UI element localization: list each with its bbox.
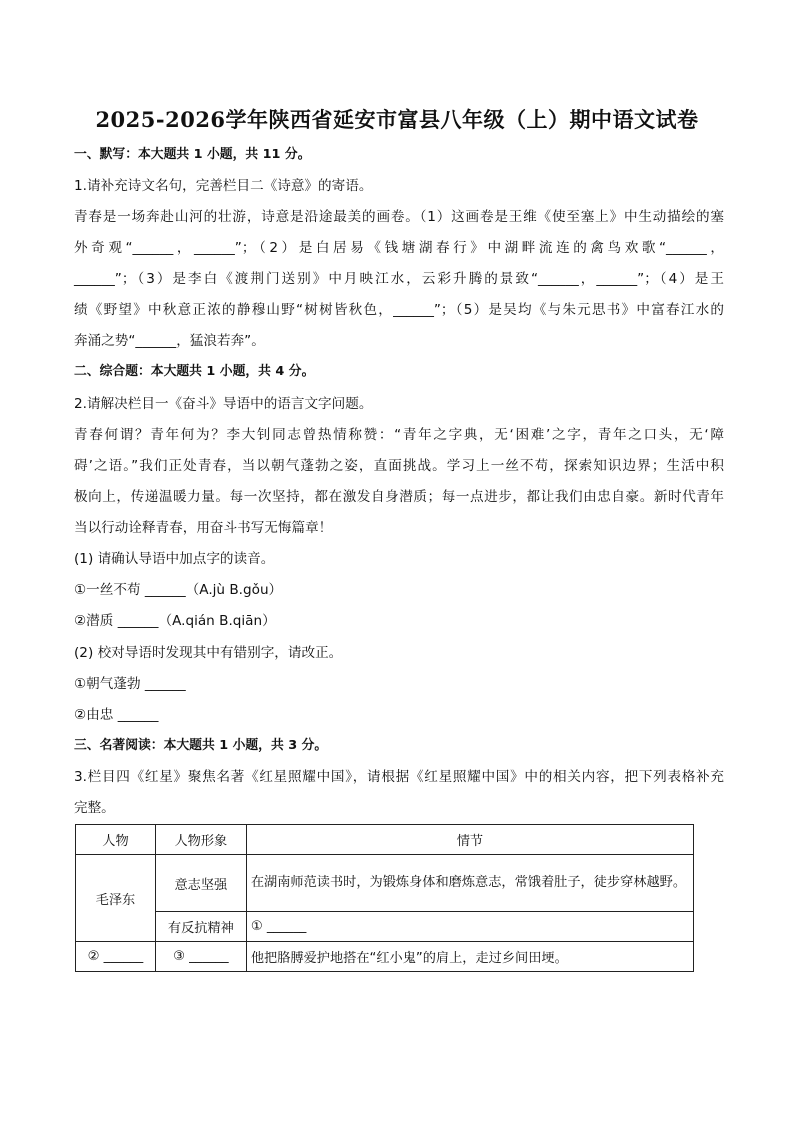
question-3-stem-line: 3.栏目四《红星》聚焦名著《红星照耀中国》，请根据《红星照耀中国》中的相关内容，把下列表格补充: [74, 769, 724, 785]
table-row: [76, 912, 694, 942]
section-2-heading: 二、综合题：本大题共 1 小题，共 4 分。: [74, 364, 315, 379]
question-2-sub-1-a: ①一丝不苟 ______（A.jù B.gǒu）: [74, 582, 283, 598]
table-cell-person-mao: 毛泽东: [76, 855, 156, 942]
table-cell-trait-blank-3: ③ ______: [155, 942, 246, 972]
table-cell-plot: 他把胳膊爱护地搭在“红小鬼”的肩上，走过乡间田埂。: [246, 942, 693, 972]
table-cell-plot: 在湖南师范读书时，为锻炼身体和磨炼意志，常饿着肚子，徒步穿林越野。: [246, 855, 693, 912]
table-header-row: [76, 825, 694, 855]
question-2-passage-line: 青春何谓？青年何为？李大钊同志曾热情称赞：“青年之字典，无‘困难’之字，青年之口头，无‘障: [74, 427, 724, 443]
section-3-heading: 三、名著阅读：本大题共 1 小题，共 3 分。: [74, 738, 328, 753]
question-1-line: 绩《野望》中秋意正浓的静穆山野“树树皆秋色，______”；（5）是吴均《与朱元思书》中富春江水的: [74, 302, 724, 318]
section-1-heading: 一、默写：本大题共 1 小题，共 11 分。: [74, 147, 311, 162]
table-cell-person-blank-2: ② ______: [76, 942, 156, 972]
table-cell-plot-blank-1: ① ______: [246, 912, 693, 942]
table-header-plot: 情节: [246, 825, 693, 855]
question-1-line: 奔涌之势“______，猛浪若奔”。: [74, 333, 265, 349]
question-1-line: 外奇观“______，______”；（2）是白居易《钱塘湖春行》中湖畔流连的禽鸟欢歌“______，: [74, 240, 724, 256]
question-2-sub-2-b: ②由忠 ______: [74, 707, 159, 723]
table-cell-trait: 有反抗精神: [155, 912, 246, 942]
question-3-stem-line: 完整。: [74, 800, 115, 816]
question-2-passage-line: 当以行动诠释青春，用奋斗书写无悔篇章！: [74, 520, 333, 536]
table-header-person: 人物: [76, 825, 156, 855]
table-row: [76, 942, 694, 972]
question-2-passage-line: 极向上，传递温暖力量。每一次坚持，都在激发自身潜质；每一点进步，都让我们由忠自豪。新时代青年: [74, 489, 724, 505]
table-cell-trait: 意志坚强: [155, 855, 246, 912]
question-2-sub-2: (2) 校对导语时发现其中有错别字，请改正。: [74, 645, 343, 661]
table-row: [76, 855, 694, 912]
question-2-passage-line: 碍’之语。”我们正处青春，当以朝气蓬勃之姿，直面挑战。学习上一丝不苟，探索知识边界；生活中积: [74, 458, 724, 474]
table-header-trait: 人物形象: [155, 825, 246, 855]
question-1-stem: 1.请补充诗文名句，完善栏目二《诗意》的寄语。: [74, 178, 373, 194]
question-2-sub-1-b: ②潜质 ______（A.qián B.qiān）: [74, 613, 276, 629]
page-title: 2025-2026学年陕西省延安市富县八年级（上）期中语文试卷: [95, 107, 699, 132]
question-2-sub-2-a: ①朝气蓬勃 ______: [74, 676, 186, 692]
question-3-table: [75, 824, 694, 972]
question-2-sub-1: (1) 请确认导语中加点字的读音。: [74, 551, 275, 567]
question-2-stem: 2.请解决栏目一《奋斗》导语中的语言文字问题。: [74, 396, 373, 412]
question-1-line: ______”；（3）是李白《渡荆门送别》中月映江水，云彩升腾的景致“______，______”；（4）是王: [74, 271, 724, 287]
question-1-line: 青春是一场奔赴山河的壮游，诗意是沿途最美的画卷。（1）这画卷是王维《使至塞上》中生动描绘的塞: [74, 209, 724, 225]
